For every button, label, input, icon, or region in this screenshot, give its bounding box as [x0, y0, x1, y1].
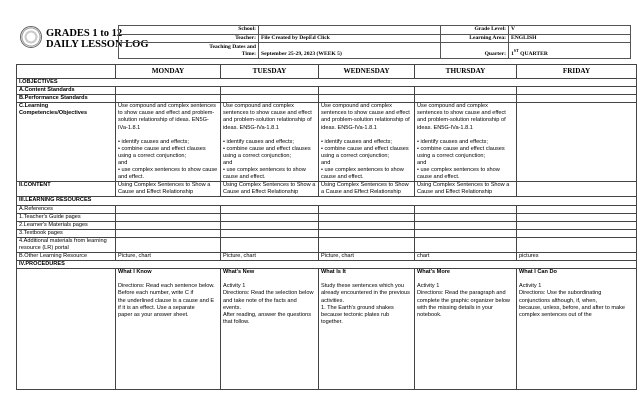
other-resource-cell: Picture, chart [116, 253, 221, 261]
cell-line [118, 132, 218, 139]
references-row [17, 205, 637, 213]
cell-line: Directions: Read the paragraph and complete the graphic organizer below [417, 290, 510, 304]
quarter-superscript: ST [513, 47, 519, 53]
empty-cell [221, 95, 319, 103]
cell-line: paper as your answer sheet. [118, 311, 189, 318]
quarter-value [509, 43, 631, 59]
cell-line [417, 132, 514, 139]
procedure-heading: What's New [223, 269, 255, 276]
procedures-row [17, 261, 637, 269]
empty-cell [116, 205, 221, 213]
dates-label [119, 43, 259, 59]
competencies-label: C.Learning Competencies/Objectives [17, 103, 116, 182]
quarter-number: 1 [511, 50, 514, 57]
empty-cell [415, 87, 517, 95]
empty-cell [116, 229, 221, 237]
cell-line [321, 132, 412, 139]
empty-cell [116, 237, 221, 252]
competency-cell [517, 103, 637, 182]
cell-line: and [118, 159, 128, 166]
empty-cell [415, 213, 517, 221]
content-label: II.CONTENT [17, 182, 116, 197]
cell-line: and [223, 159, 233, 166]
procedure-cell [319, 269, 415, 390]
cell-line: • combine cause and effect clauses using a correct conjunction; [417, 145, 505, 159]
empty-cell [116, 87, 221, 95]
cell-line: Study these sentences which you already encountered in the previous [321, 283, 410, 297]
empty-cell [319, 237, 415, 252]
cell-line: Use compound and complex sentences to show cause and effect and problem-solution relationship of ideas. EN5G-IVa-1.8.1 [417, 103, 506, 131]
cell-line: 1. The Earth's ground shakes because tectonic plates rub together. [321, 304, 394, 325]
day-header-tuesday: TUESDAY [221, 65, 319, 79]
other-resource-row [17, 253, 637, 261]
competency-cell [116, 103, 221, 182]
cell-line: Use compound and complex sentences to show cause and effect and problem-solution relationship of ideas. EN5G-IVa-1.8.1 [321, 103, 410, 131]
area-value: ENGLISH [509, 34, 631, 43]
other-resource-cell: chart [415, 253, 517, 261]
content-cell: Using Complex Sentences to Show a Cause and Effect Relationship [319, 182, 415, 197]
empty-cell [415, 237, 517, 252]
empty-cell [221, 237, 319, 252]
procedure-heading: What I Can Do [519, 269, 557, 276]
objectives-heading: I.OBJECTIVES [17, 79, 637, 87]
content-row [17, 182, 637, 197]
cell-line: Directions: Read each sentence below. Before each number, write C if [118, 283, 215, 297]
empty-cell [517, 87, 637, 95]
cell-line: Use compound and complex sentences to show cause and effect and problem-solution relationship of ideas. EN5G-IVa-1.8.1 [118, 103, 216, 131]
performance-standards-row [17, 95, 637, 103]
cell-line: • combine cause and effect clauses using a correct conjunction; [321, 145, 409, 159]
learners-materials-label: 2.Learner's Materials pages [17, 221, 116, 229]
day-header-wednesday: WEDNESDAY [319, 65, 415, 79]
empty-cell [319, 205, 415, 213]
cell-line: Activity 1 [519, 283, 542, 290]
empty-cell [319, 87, 415, 95]
dates-label-line1: Teaching Dates and [209, 43, 256, 50]
content-cell: Using Complex Sentences to Show a Cause and Effect Relationship [221, 182, 319, 197]
cell-line: • identify causes and effects; [321, 138, 392, 145]
empty-cell [415, 221, 517, 229]
textbook-label: 3.Textbook pages [17, 229, 116, 237]
content-standards-row [17, 87, 637, 95]
cell-line: Use compound and complex sentences to show cause and effect and problem-solution relationship of ideas. EN5G-IVa-1.8.1 [223, 103, 312, 131]
other-resource-cell: Picture, chart [319, 253, 415, 261]
cell-line [118, 276, 218, 283]
textbook-row [17, 229, 637, 237]
other-resource-label: B.Other Learning Resource [17, 253, 116, 261]
title-line-2: DAILY LESSON LOG [46, 39, 149, 50]
cell-line: After reading, answer the questions that follow. [223, 311, 311, 325]
additional-materials-label: 4.Additional materials from learning resource (LR) portal [17, 237, 116, 252]
cell-line [519, 276, 634, 283]
teachers-guide-label: 1.Teacher's Guide pages [17, 213, 116, 221]
learners-materials-row [17, 221, 637, 229]
learning-resources-heading: III.LEARNING RESOURCES [17, 197, 637, 205]
empty-cell [319, 95, 415, 103]
procedure-heading: What I Know [118, 269, 152, 276]
grade-value: V [509, 26, 631, 35]
cell-line: because, unless, before, and after to make complex sentences out of the [519, 304, 626, 318]
cell-line: with the missing details in your notebook. [417, 304, 493, 318]
performance-standards-label: B.Performance Standards [17, 95, 116, 103]
empty-cell [517, 213, 637, 221]
cell-line: and [417, 159, 427, 166]
procedure-cell [116, 269, 221, 390]
empty-cell [517, 221, 637, 229]
empty-cell [221, 213, 319, 221]
cell-line: • use complex sentences to show cause and effect. [417, 167, 500, 181]
procedure-cell [517, 269, 637, 390]
objectives-row [17, 79, 637, 87]
deped-seal-icon [20, 26, 42, 48]
info-table [118, 25, 631, 59]
competency-cell [415, 103, 517, 182]
grade-label: Grade Level: [441, 26, 509, 35]
empty-cell [517, 205, 637, 213]
empty-cell [221, 221, 319, 229]
lesson-log-table [16, 64, 637, 390]
empty-cell [415, 229, 517, 237]
day-header-friday: FRIDAY [517, 65, 637, 79]
learning-resources-row [17, 197, 637, 205]
procedure-heading: What's More [417, 269, 451, 276]
cell-line: Activity 1 [223, 283, 246, 290]
cell-line: activities. [321, 297, 345, 304]
content-cell [517, 182, 637, 197]
competency-cell [319, 103, 415, 182]
day-header-monday: MONDAY [116, 65, 221, 79]
cell-line: • identify causes and effects; [417, 138, 488, 145]
empty-cell [221, 229, 319, 237]
cell-line: the underlined clause is a cause and E if it is an effect. Use a separate [118, 297, 215, 311]
corner-cell [17, 65, 116, 79]
cell-line [417, 276, 514, 283]
references-label: A.References [17, 205, 116, 213]
cell-line: • use complex sentences to show cause and effect. [321, 167, 404, 181]
cell-line [223, 132, 316, 139]
empty-cell [319, 221, 415, 229]
cell-line: • use complex sentences to show cause and effect. [118, 167, 218, 181]
cell-line: Directions: Use the subordinating conjunctions although, if, when, [519, 290, 602, 304]
cell-line: • identify causes and effects; [118, 138, 189, 145]
procedure-cell [221, 269, 319, 390]
teacher-label: Teacher: [119, 34, 259, 43]
content-standards-label: A.Content Standards [17, 87, 116, 95]
empty-cell [221, 87, 319, 95]
school-value [259, 26, 441, 35]
procedures-heading: IV.PROCEDURES [17, 261, 637, 269]
content-cell: Using Complex Sentences to Show a Cause and Effect Relationship [116, 182, 221, 197]
empty-cell [517, 237, 637, 252]
empty-cell [319, 229, 415, 237]
competency-cell [221, 103, 319, 182]
dates-label-line2: Time: [241, 50, 256, 57]
additional-materials-row [17, 237, 637, 252]
procedure-cell [415, 269, 517, 390]
empty-cell [319, 213, 415, 221]
procedures-content-row [17, 269, 637, 390]
empty-cell [415, 95, 517, 103]
empty-cell [415, 205, 517, 213]
day-header-thursday: THURSDAY [415, 65, 517, 79]
other-resource-cell: pictures [517, 253, 637, 261]
empty-cell [116, 95, 221, 103]
empty-cell [221, 205, 319, 213]
cell-line: Activity 1 [417, 283, 440, 290]
empty-cell [517, 95, 637, 103]
dates-value: September 25-29, 2023 (WEEK 5) [259, 43, 441, 59]
cell-line: and [321, 159, 331, 166]
empty-cell [116, 221, 221, 229]
competencies-row [17, 103, 637, 182]
teacher-value: File Created by DepEd Click [259, 34, 441, 43]
teachers-guide-row [17, 213, 637, 221]
cell-line [223, 276, 316, 283]
empty-cell [17, 269, 116, 390]
cell-line: • combine cause and effect clauses using a correct conjunction; [118, 145, 206, 159]
cell-line: • combine cause and effect clauses using a correct conjunction; [223, 145, 311, 159]
quarter-text: QUARTER [518, 50, 548, 57]
other-resource-cell: Picture, chart [221, 253, 319, 261]
procedure-heading: What Is It [321, 269, 346, 276]
content-cell: Using Complex Sentences to Show a Cause and Effect Relationship [415, 182, 517, 197]
cell-line: • use complex sentences to show cause and effect. [223, 167, 306, 181]
empty-cell [116, 213, 221, 221]
title-line-1: GRADES 1 to 12 [46, 28, 123, 39]
cell-line: • identify causes and effects; [223, 138, 294, 145]
school-label: School: [119, 26, 259, 35]
quarter-label: Quarter: [441, 43, 509, 59]
empty-cell [517, 229, 637, 237]
header [0, 0, 640, 64]
cell-line: Directions: Read the selection below and take note of the facts and events. [223, 290, 314, 311]
area-label: Learning Area: [441, 34, 509, 43]
cell-line [321, 276, 412, 283]
day-header-row [17, 65, 637, 79]
